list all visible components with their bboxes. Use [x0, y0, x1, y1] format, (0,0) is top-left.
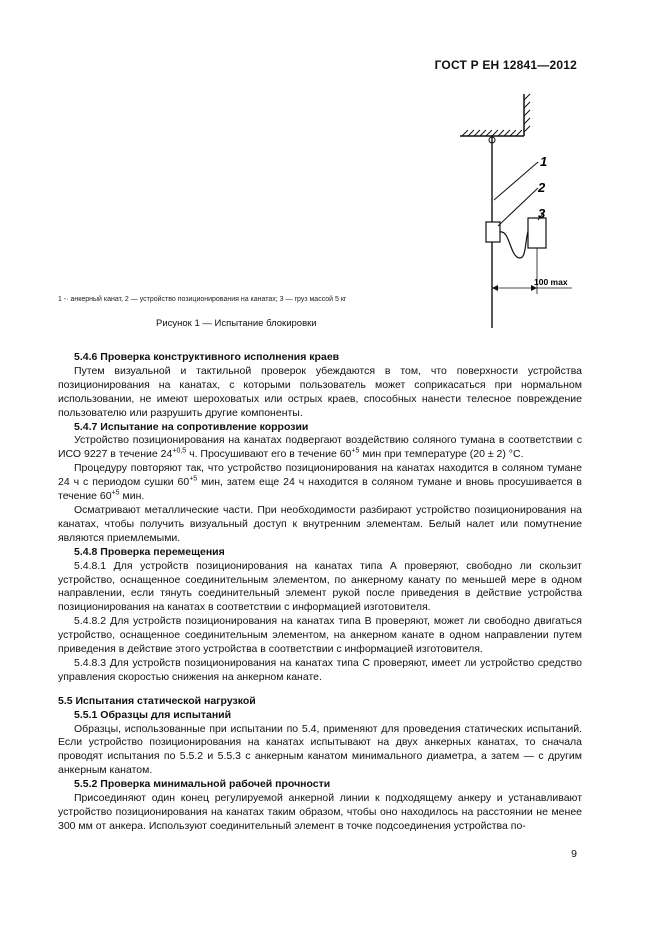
figure-legend: 1 -· анкерный канат, 2 — устройство позиционирования на канатах; 3 — груз массой 5 кг	[58, 296, 347, 303]
section-5-4-8-3: 5.4.8.3 Для устройств позиционирования на канатах типа С проверяют, имеет ли устройство средство управления скоростью снижения на анкерном канате.	[58, 656, 582, 683]
section-5-5-2-text: Присоединяют один конец регулируемой анкерной линии к подходящему анкеру и устанавливают устройство позиционирования на канатах таким образом, чтобы оно находилось на расстоянии не менее 300 мм от анкера. Используют соединительный элемент в точке подсоединения устройства по-	[58, 792, 582, 832]
section-5-4-7-text-2: Процедуру повторяют так, что устройство позиционирования на канатах находится в соляном тумане 24 ч с периодом сушки $60^{+5}$ мин, затем еще 24 ч находится в соляном тумане и вновь просушивается в течение $60^{+5}$ мин.	[58, 462, 582, 503]
page-body	[58, 351, 582, 834]
section-5-4-8-2: 5.4.8.2 Для устройств позиционирования на канатах типа В проверяют, может ли свободно двигаться устройство, оснащенное соединительным элементом, на анкерном канате в одном направлении путем приведения в действие этого устройства в соответствии с информацией изготовителя.	[58, 615, 582, 656]
page-number: 9	[571, 848, 577, 860]
ceiling-hatch	[460, 94, 530, 136]
section-5-4-6-title: 5.4.6 Проверка конструктивного исполнения краев	[74, 351, 340, 363]
section-5-5-2-title: 5.5.2 Проверка минимальной рабочей прочности	[74, 778, 331, 791]
figure-diagram	[440, 90, 580, 330]
connector	[500, 226, 532, 258]
dimension-label: 100 max	[534, 277, 568, 287]
section-5-4-8-title: 5.4.8 Проверка перемещения	[74, 545, 225, 558]
label-2: 2	[538, 180, 546, 195]
figure-caption: Рисунок 1 — Испытание блокировки	[156, 318, 317, 329]
label-3: 3	[538, 206, 546, 221]
section-5-5-1-text: Образцы, использованные при испытании по 5.4, применяют для проведения статических испытаний. Если устройство позиционирования на канатах испытывают на двух анкерных канатах, то сначала проводят испытания по 5.5.2 и 5.5.3 с анкерным канатом минимального диаметра, а затем — с другим анкерным канатом.	[58, 722, 582, 777]
label-1: 1	[540, 154, 548, 169]
section-5-4-6-text: Путем визуальной и тактильной проверок убеждаются в том, что поверхности устройства позиционирования на канатах, с которыми пользователь может соприкасаться при нормальном использовании, не имеют шероховатых или острых краев, способных нанести телесное повреждение пользователю или разрушить другие компоненты.	[58, 364, 582, 419]
section-5-4-7-text-3: Осматривают металлические части. При необходимости разбирают устройство позиционирования на канатах, чтобы получить визуальный доступ к внутренним элементам. Белый налет или помутнение являются приемлемыми.	[58, 503, 582, 544]
section-5-5-1-title: 5.5.1 Образцы для испытаний	[74, 708, 232, 721]
section-5-4-8-1: 5.4.8.1 Для устройств позиционирования на канатах типа А проверяют, свободно ли скользит устройство, оснащенное соединительным элементом, по анкерному канату по меньшей мере в одном направлении, если тянуть соединительный элемент рукой после приведения в действие устройства позиционирования на канатах в соответствии с информацией изготовителя.	[58, 559, 582, 614]
section-5-4-7-text-1: Устройство позиционирования на канатах подвергают воздействию соляного тумана в соответствии с ИСО 9227 в течение $24^{+0,5}$ ч. Просушивают его в течение $60^{+5}$ мин при температуре (20 ± 2) °С.	[58, 434, 582, 461]
section-5-4-7-title: 5.4.7 Испытание на сопротивление коррозии	[74, 420, 309, 433]
rope-device	[486, 222, 500, 242]
section-5-5-title: 5.5 Испытания статической нагрузкой	[58, 694, 256, 707]
test-weight	[528, 218, 546, 248]
document-header: ГОСТ Р ЕН 12841—2012	[434, 58, 577, 72]
